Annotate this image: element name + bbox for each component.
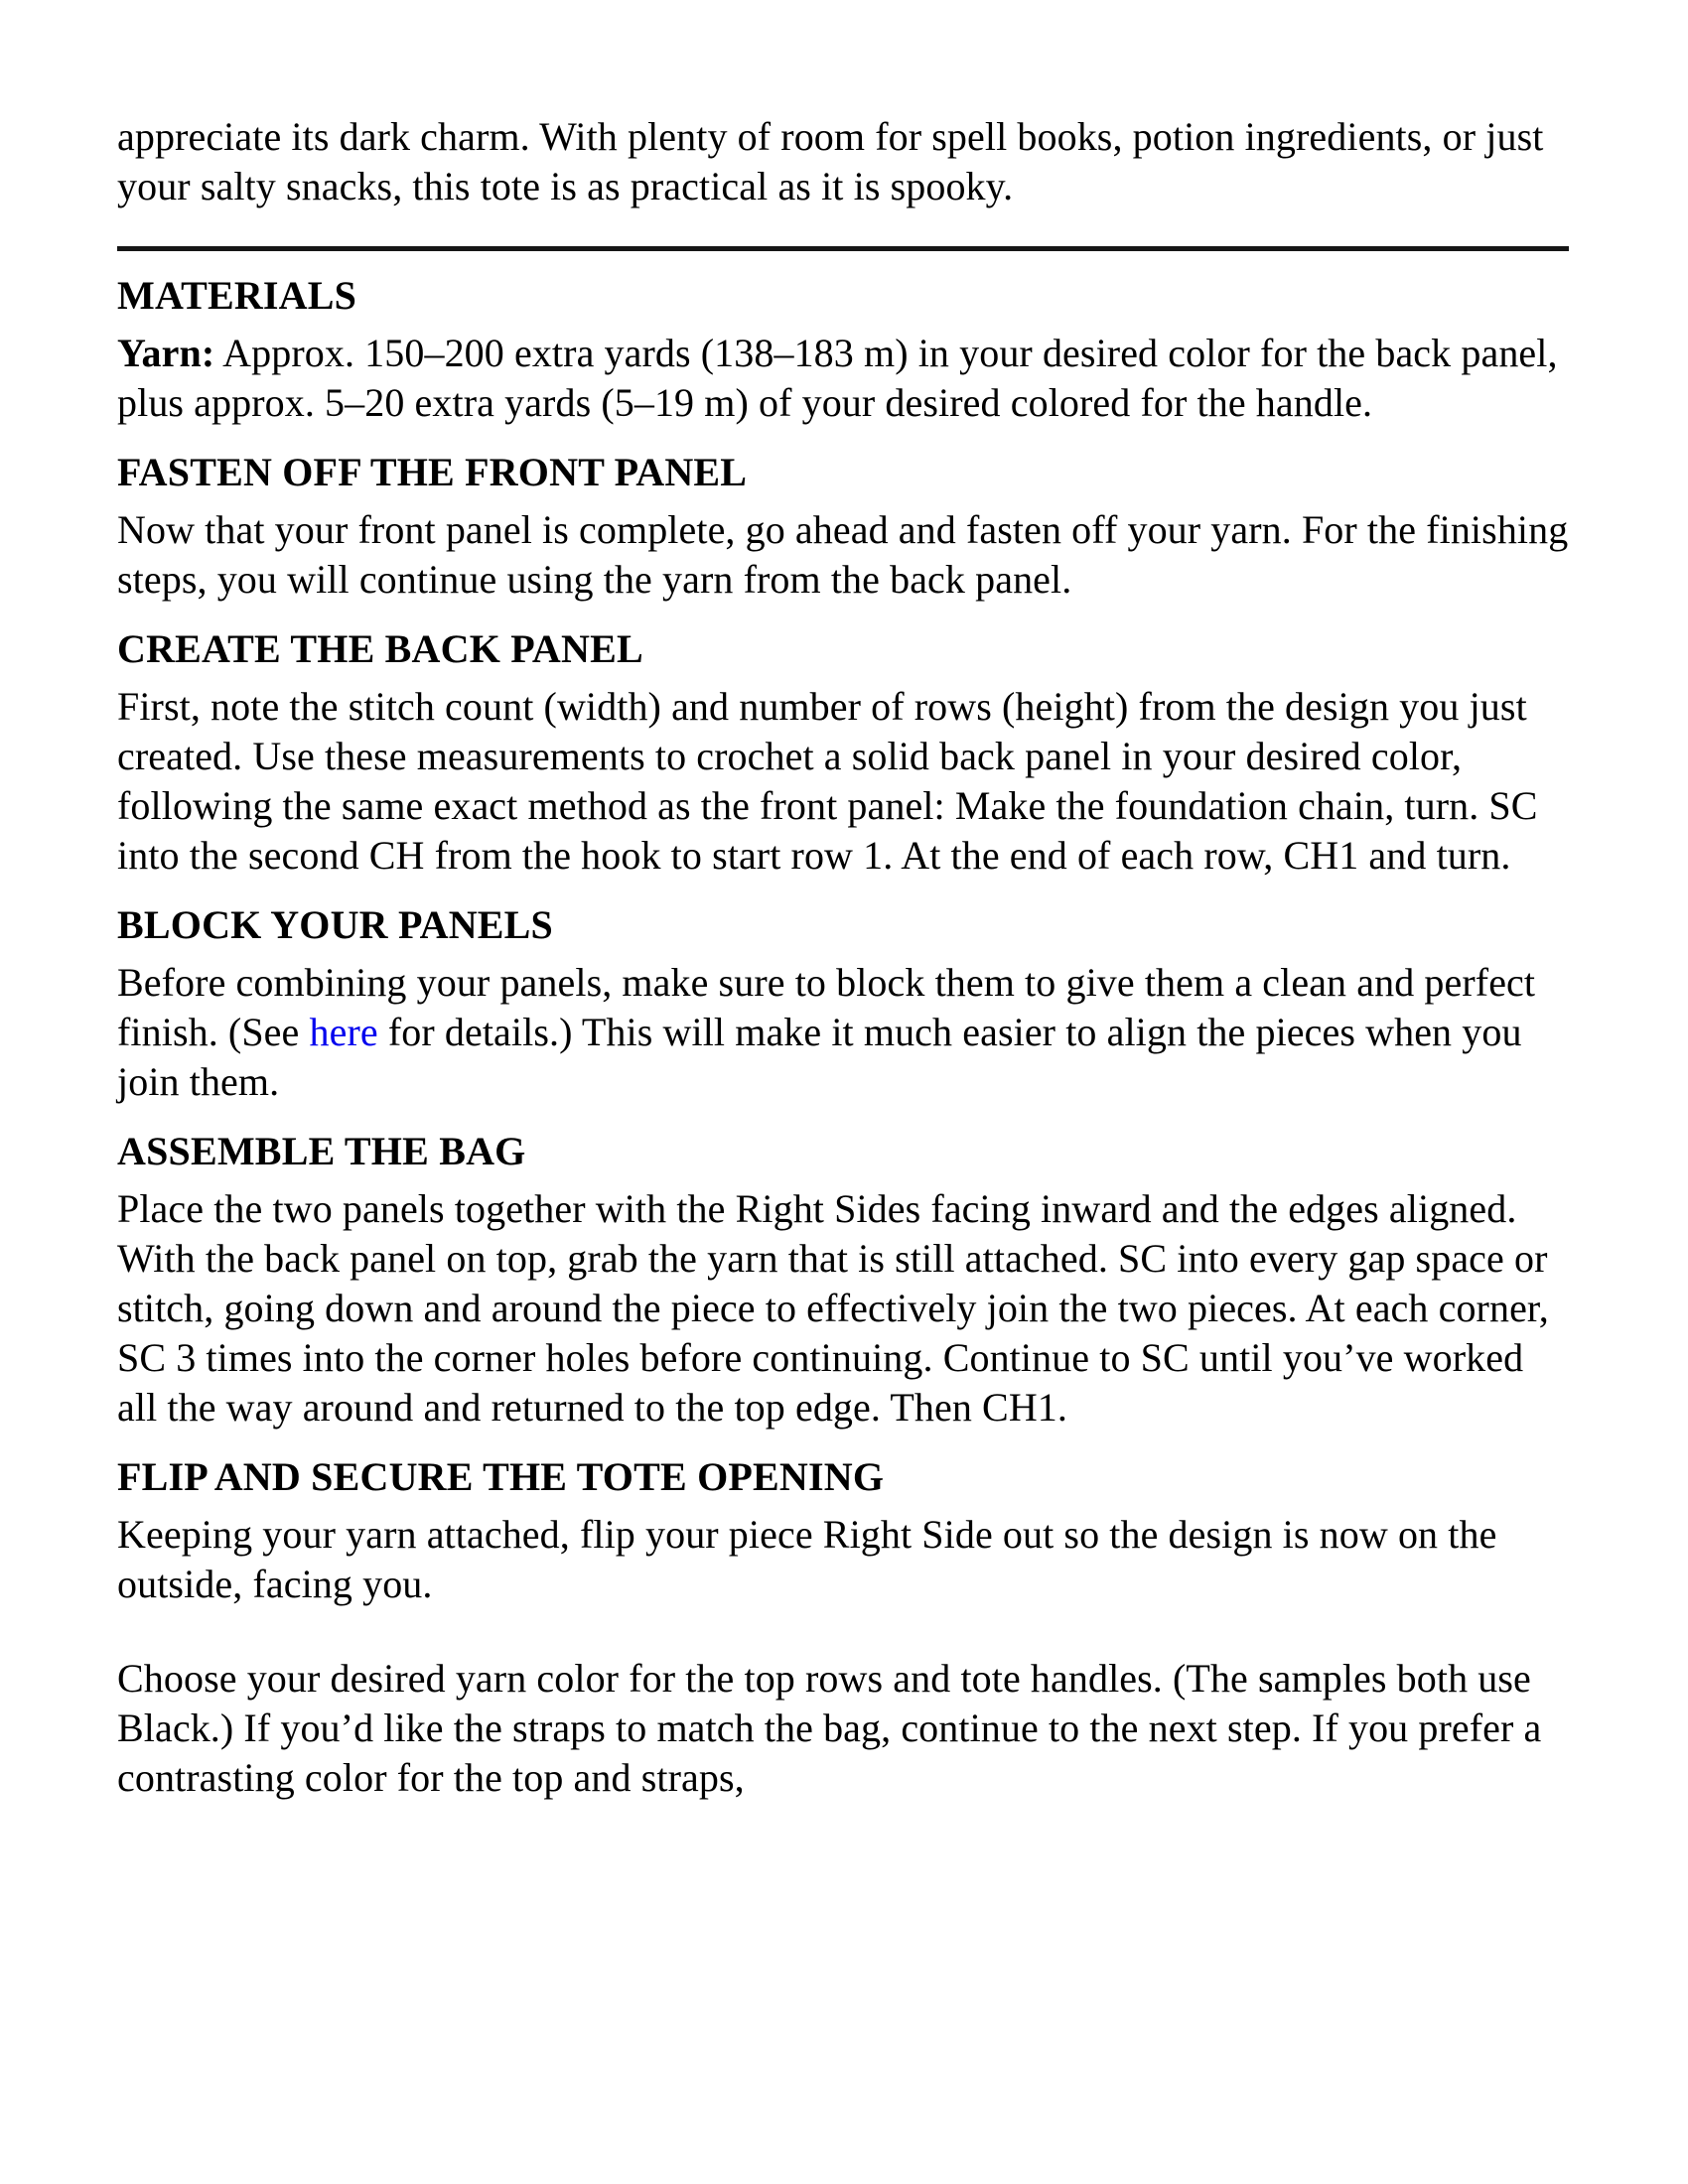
flip-secure-paragraph: Keeping your yarn attached, flip your piece Right Side out so the design is now on the outside, facing you.: [117, 1512, 1497, 1606]
fasten-off-heading: FASTEN OFF THE FRONT PANEL: [117, 450, 748, 494]
here-link[interactable]: here: [309, 1010, 378, 1054]
create-back-panel-paragraph: First, note the stitch count (width) and number of rows (height) from the design you just created. Use these measurements to crochet a solid back panel in your desired color, following the same exact method as the front panel: Make the foundation chain, turn. SC into the second CH from the hook to start row 1. At the end of each row, CH1 and turn.: [117, 684, 1538, 878]
block-text-after: for details.) This will make it much easier to align the pieces when you join them.: [117, 1010, 1522, 1104]
block-text-before: Before combining your panels, make sure to block them to give them a clean and perfect finish. (See: [117, 960, 1536, 1054]
intro-paragraph: appreciate its dark charm. With plenty of room for spell books, potion ingredients, or just your salty snacks, this tote is as practical as it is spooky.: [117, 114, 1544, 208]
yarn-label: Yarn:: [117, 331, 215, 375]
materials-heading: MATERIALS: [117, 273, 357, 318]
block-panels-heading: BLOCK YOUR PANELS: [117, 902, 554, 947]
materials-paragraph: [117, 329, 1569, 428]
fasten-off-paragraph: Now that your front panel is complete, go ahead and fasten off your yarn. For the finishing steps, you will continue using the yarn from the back panel.: [117, 507, 1569, 602]
yarn-text: Approx. 150–200 extra yards (138–183 m) in your desired color for the back panel, plus approx. 5–20 extra yards (5–19 m) of your desired colored for the handle.: [117, 331, 1558, 425]
assemble-bag-heading: ASSEMBLE THE BAG: [117, 1129, 526, 1173]
section-divider: [117, 246, 1569, 251]
create-back-panel-heading: CREATE THE BACK PANEL: [117, 626, 643, 671]
flip-secure-heading: FLIP AND SECURE THE TOTE OPENING: [117, 1454, 885, 1499]
block-panels-paragraph: [117, 958, 1569, 1107]
assemble-bag-paragraph: Place the two panels together with the Right Sides facing inward and the edges aligned. With the back panel on top, grab the yarn that is still attached. SC into every gap space or stitch, going down and around the piece to effectively join the two pieces. At each corner, SC 3 times into the corner holes before continuing. Continue to SC until you’ve worked all the way around and returned to the top edge. Then CH1.: [117, 1186, 1549, 1430]
color-choice-paragraph: Choose your desired yarn color for the top rows and tote handles. (The samples both use Black.) If you’d like the straps to match the bag, continue to the next step. If you prefer a contrasting color for the top and straps,: [117, 1656, 1542, 1800]
